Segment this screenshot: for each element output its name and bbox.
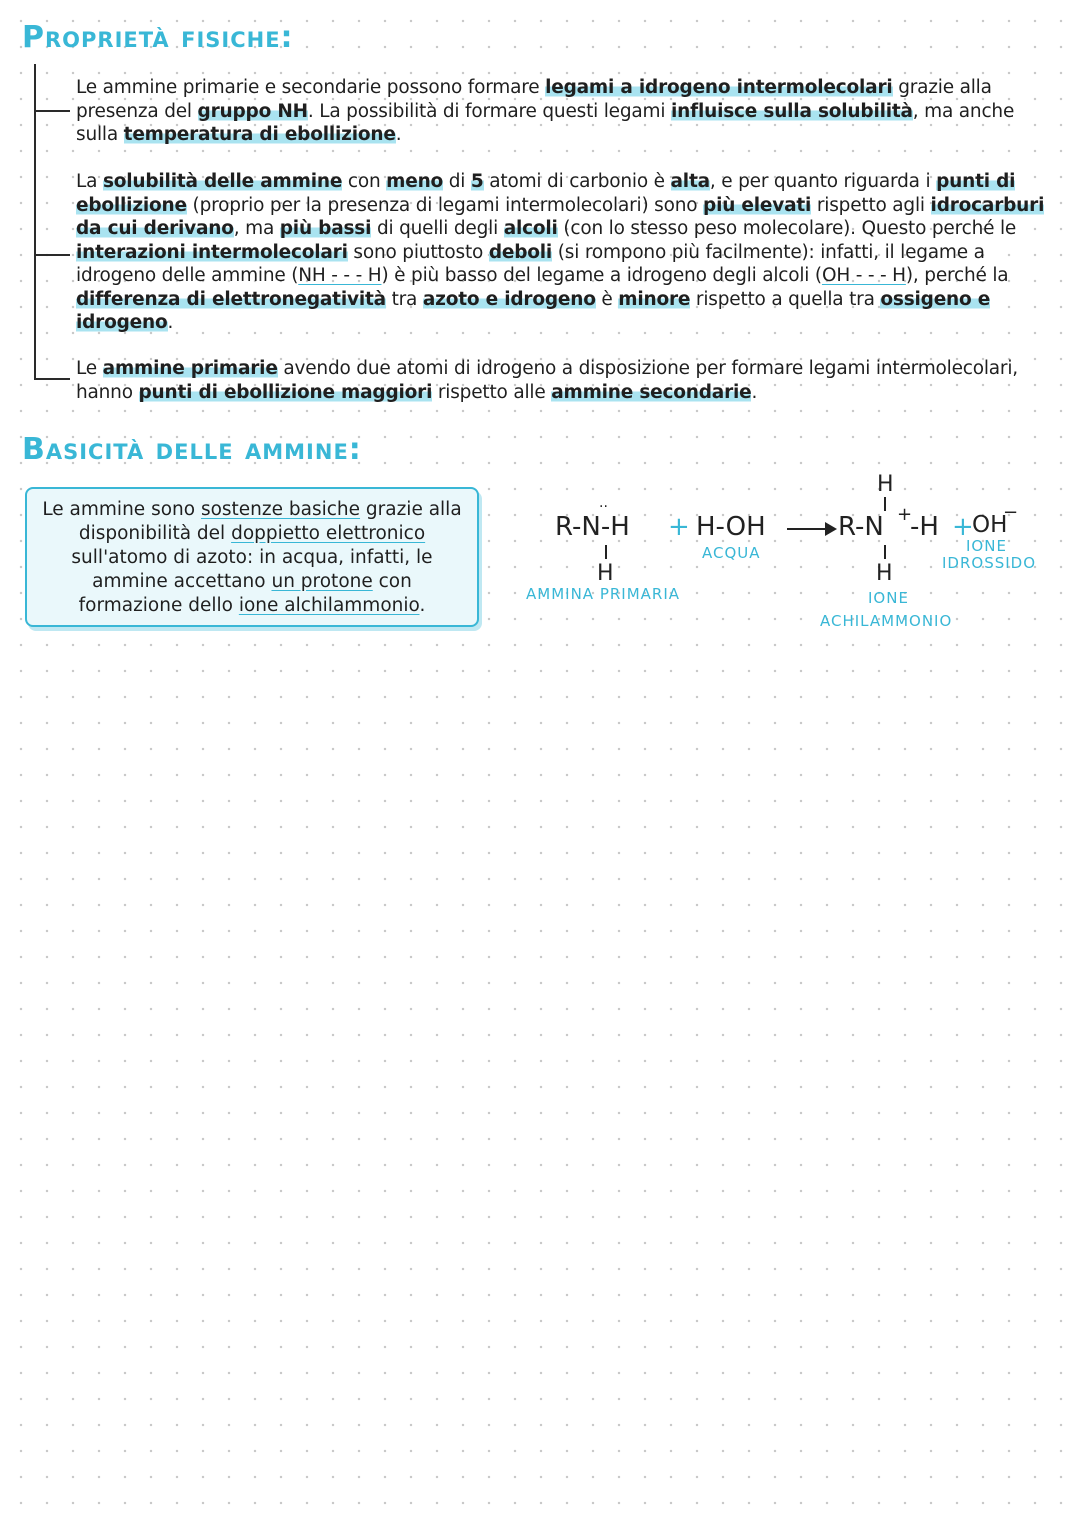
highlight: ammine primarie bbox=[102, 358, 278, 379]
underlined-text: sostenze basiche bbox=[200, 499, 361, 520]
text: ), perché la bbox=[905, 265, 1009, 286]
text: (con lo stesso peso molecolare). Questo perché le bbox=[557, 218, 1017, 239]
highlight: punti di ebollizione maggiori bbox=[138, 381, 433, 403]
text: grazie alla disponibilità del bbox=[78, 499, 462, 544]
highlight: più elevati bbox=[703, 194, 812, 216]
bracket-tick bbox=[34, 254, 70, 256]
reaction-arrow bbox=[787, 528, 827, 530]
highlight: azoto e idrogeno bbox=[422, 288, 596, 310]
paragraph-primary-amines bbox=[76, 357, 1056, 404]
text: con bbox=[342, 171, 387, 192]
ion-charge: + bbox=[897, 504, 913, 525]
text: . bbox=[419, 595, 426, 616]
highlight: interazioni intermolecolari bbox=[76, 241, 348, 263]
highlight: differenza di elettronegatività bbox=[76, 288, 386, 310]
section-title-basicity: Basicità delle ammine: bbox=[22, 432, 362, 467]
water-formula: H-OH bbox=[696, 512, 766, 542]
text: sull'atomo di azoto: in acqua, infatti, le ammine accettano bbox=[71, 547, 433, 592]
underlined-text: doppietto elettronico bbox=[231, 523, 426, 544]
underlined-text: NH - - - H bbox=[298, 265, 382, 286]
paragraph-solubility-boiling bbox=[76, 170, 1056, 335]
text: atomi di carbonio è bbox=[483, 171, 671, 192]
definition-box bbox=[25, 487, 479, 627]
highlight: ossigeno e idrogeno bbox=[76, 288, 991, 333]
hydroxide-charge: − bbox=[1003, 502, 1019, 523]
text: rispetto a quella tra bbox=[690, 288, 881, 310]
highlight: alta bbox=[670, 171, 710, 192]
text: (proprio per la presenza di legami intermolecolari) sono bbox=[186, 194, 704, 216]
text: con formazione dello bbox=[78, 571, 412, 616]
hydroxide-formula: OH bbox=[972, 512, 1008, 538]
amine-bottom-hydrogen: H bbox=[597, 561, 614, 586]
definition-text bbox=[41, 498, 463, 618]
text: , e per quanto riguarda i bbox=[709, 171, 937, 192]
arrow-head-icon bbox=[825, 522, 837, 536]
ion-formula: R-N bbox=[838, 512, 884, 542]
highlight: minore bbox=[618, 288, 691, 310]
highlight: temperatura di ebollizione bbox=[123, 124, 396, 145]
highlight: deboli bbox=[488, 241, 553, 263]
hydroxide-label: IONE bbox=[966, 537, 1007, 555]
text: Le ammine primarie e secondarie possono formare bbox=[76, 77, 546, 98]
text: Le ammine sono bbox=[42, 499, 201, 520]
text: avendo due atomi di idrogeno a disposizione per formare legami intermolecolari, hanno bbox=[76, 358, 1018, 403]
bracket-tick bbox=[34, 110, 70, 112]
text: rispetto alle bbox=[432, 381, 552, 403]
underlined-text: ione alchilammonio bbox=[238, 595, 420, 616]
lone-pair-dots: ·· bbox=[599, 499, 608, 515]
highlight: influisce sulla solubilità bbox=[671, 100, 913, 122]
highlight: più bassi bbox=[279, 218, 372, 239]
text: di quelli degli bbox=[371, 218, 504, 239]
highlight: punti di ebollizione bbox=[76, 171, 1016, 216]
text: . bbox=[395, 124, 402, 145]
highlight: gruppo NH bbox=[197, 100, 308, 122]
text: . bbox=[751, 381, 758, 403]
hydroxide-label: IDROSSIDO bbox=[942, 554, 1037, 572]
text: tra bbox=[385, 288, 423, 310]
highlight: alcoli bbox=[503, 218, 558, 239]
amine-label: AMMINA PRIMARIA bbox=[526, 585, 681, 603]
text: , ma anche sulla bbox=[76, 100, 1015, 145]
highlight: idrocarburi da cui derivano bbox=[76, 194, 1045, 239]
highlight: meno bbox=[386, 171, 444, 192]
text: . bbox=[167, 312, 174, 333]
text: La bbox=[76, 171, 103, 192]
paragraph-hydrogen-bonds bbox=[76, 76, 1056, 147]
ion-label: IONE bbox=[868, 589, 909, 607]
text: (si rompono più facilmente): infatti, il legame a idrogeno delle ammine ( bbox=[76, 241, 985, 286]
text: ) è più basso del legame a idrogeno degli alcoli ( bbox=[381, 265, 822, 286]
highlight: 5 bbox=[470, 171, 484, 192]
bond-line bbox=[884, 545, 886, 559]
text: . La possibilità di formare questi legami bbox=[307, 100, 671, 122]
highlight: legami a idrogeno intermolecolari bbox=[545, 77, 893, 98]
amine-formula: R-N-H bbox=[555, 512, 630, 542]
text: di bbox=[443, 171, 471, 192]
text: è bbox=[595, 288, 619, 310]
ion-tail: -H bbox=[910, 512, 939, 542]
highlight: solubilità delle ammine bbox=[102, 171, 343, 192]
bond-line bbox=[884, 497, 886, 511]
plus-sign: + bbox=[668, 512, 690, 542]
text: sono piuttosto bbox=[347, 241, 489, 263]
text: , ma bbox=[233, 218, 280, 239]
plus-sign: + bbox=[952, 512, 974, 542]
bond-line bbox=[605, 545, 607, 559]
text: rispetto agli bbox=[811, 194, 931, 216]
ion-bottom-hydrogen: H bbox=[876, 561, 893, 586]
water-label: ACQUA bbox=[702, 544, 761, 562]
section-title-physical-properties: Proprietà fisiche: bbox=[22, 20, 294, 55]
underlined-text: un protone bbox=[271, 571, 373, 592]
ion-top-hydrogen: H bbox=[877, 472, 894, 497]
bracket-tick bbox=[34, 378, 70, 380]
text: Le bbox=[76, 358, 103, 379]
text: grazie alla presenza del bbox=[76, 77, 992, 122]
underlined-text: OH - - - H bbox=[821, 265, 906, 286]
highlight: ammine secondarie bbox=[551, 381, 752, 403]
ion-label: ACHILAMMONIO bbox=[820, 612, 953, 630]
